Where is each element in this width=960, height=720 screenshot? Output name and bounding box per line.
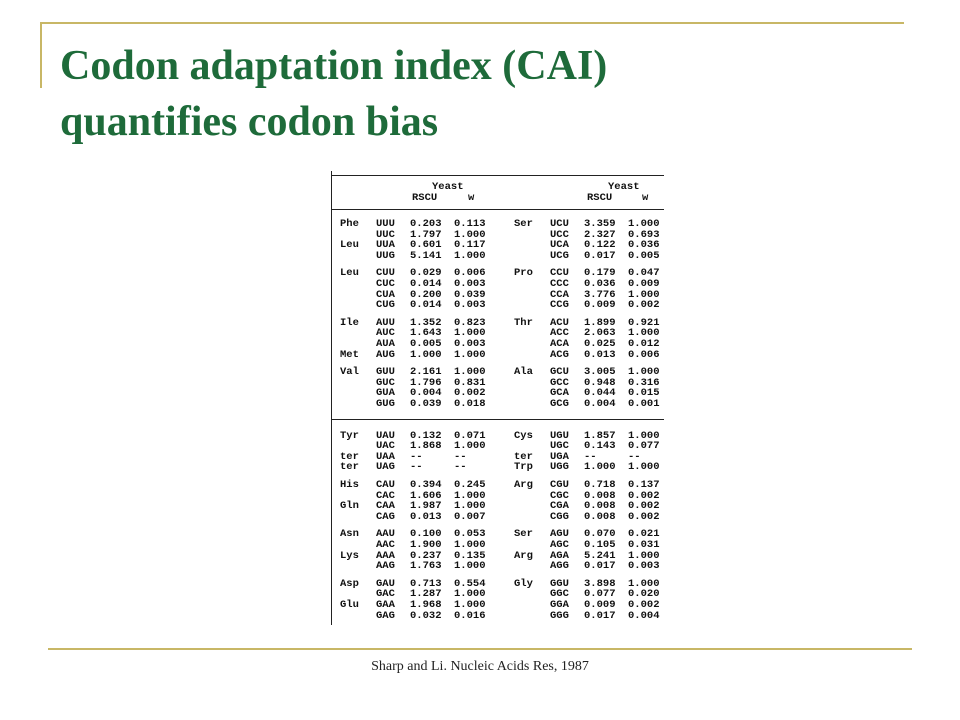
rscu-cell: 0.029 — [410, 267, 442, 280]
rscu-cell: 1.763 — [410, 560, 442, 573]
w-value-cell: 1.000 — [454, 500, 486, 513]
rscu-cell: 1.797 — [410, 228, 442, 241]
codon-cell: UUC — [376, 228, 395, 241]
codon-cell: AAG — [376, 560, 395, 573]
rscu-cell: 0.394 — [410, 479, 442, 491]
amino-acid-cell: ter — [340, 450, 359, 463]
w-value-cell: 0.021 — [628, 528, 660, 541]
right-header-w: w — [642, 192, 649, 204]
w-value-cell: 0.002 — [628, 299, 660, 312]
codon-cell: CAG — [376, 510, 395, 523]
amino-acid-cell: Ser — [514, 528, 533, 541]
table-row — [514, 399, 664, 410]
codon-cell: AUA — [376, 338, 395, 350]
citation: Sharp and Li. Nucleic Acids Res, 1987 — [371, 659, 589, 674]
w-value-cell: 0.004 — [628, 609, 660, 622]
codon-cell: UGU — [550, 429, 569, 442]
amino-acid-cell: Gln — [340, 500, 359, 513]
rscu-cell: 3.005 — [584, 366, 616, 379]
title-line-2: quantifies codon bias — [60, 99, 439, 145]
table-row — [514, 561, 664, 572]
rscu-cell: 0.070 — [584, 528, 616, 541]
codon-cell: GAU — [376, 577, 395, 590]
rscu-cell: 1.352 — [410, 316, 442, 329]
codon-cell: UAU — [376, 429, 395, 442]
codon-cell: AAU — [376, 528, 395, 541]
rscu-cell: 0.044 — [584, 387, 616, 400]
rscu-cell: 0.237 — [410, 549, 442, 562]
rscu-cell: 0.013 — [584, 348, 616, 361]
w-value-cell: 0.005 — [628, 249, 660, 262]
amino-acid-cell: Glu — [340, 599, 359, 611]
codon-cell: GGA — [550, 599, 569, 611]
w-value-cell: 1.000 — [628, 549, 660, 562]
codon-cell: ACA — [550, 338, 569, 350]
rscu-cell: 0.008 — [584, 500, 616, 513]
w-value-cell: 0.031 — [628, 539, 660, 551]
amino-acid-cell: Trp — [514, 461, 533, 474]
w-value-cell: 0.245 — [454, 479, 486, 491]
amino-acid-cell: His — [340, 479, 359, 491]
table-row — [514, 251, 664, 262]
rscu-cell: 3.359 — [584, 218, 616, 230]
left-header-rscu: RSCU — [412, 192, 438, 204]
w-value-cell: 0.012 — [628, 338, 660, 350]
w-value-cell: 0.831 — [454, 376, 486, 389]
rscu-cell: -- — [410, 461, 423, 474]
table-row — [340, 462, 506, 473]
rscu-cell: 1.606 — [410, 489, 442, 502]
codon-cell: AAA — [376, 549, 395, 562]
rscu-cell: 1.643 — [410, 327, 442, 340]
table-row — [340, 561, 506, 572]
rscu-cell: 0.077 — [584, 588, 616, 601]
codon-cell: CUA — [376, 288, 395, 301]
rscu-cell: 0.200 — [410, 288, 442, 301]
amino-acid-cell: Ile — [340, 316, 359, 329]
w-value-cell: 0.316 — [628, 376, 660, 389]
table-row — [514, 350, 664, 361]
w-value-cell: 0.002 — [628, 599, 660, 611]
w-value-cell: 0.693 — [628, 228, 660, 241]
table-row — [514, 300, 664, 311]
w-value-cell: 1.000 — [454, 489, 486, 502]
rscu-cell: 0.009 — [584, 599, 616, 611]
rscu-cell: 0.713 — [410, 577, 442, 590]
codon-cell: ACG — [550, 348, 569, 361]
codon-cell: AUU — [376, 316, 395, 329]
codon-cell: GGG — [550, 609, 569, 622]
left-header-w: w — [468, 192, 475, 204]
table-row — [514, 462, 664, 473]
w-value-cell: 0.053 — [454, 528, 486, 541]
rscu-cell: 0.105 — [584, 539, 616, 551]
codon-cell: GUA — [376, 387, 395, 400]
rscu-cell: 0.014 — [410, 278, 442, 290]
w-value-cell: 0.137 — [628, 479, 660, 491]
w-value-cell: 1.000 — [454, 588, 486, 601]
w-value-cell: 0.018 — [454, 398, 486, 410]
table-row — [340, 611, 506, 622]
w-value-cell: 1.000 — [628, 429, 660, 442]
codon-cell: UCG — [550, 249, 569, 262]
codon-cell: UCC — [550, 228, 569, 241]
codon-cell: GGU — [550, 577, 569, 590]
amino-acid-cell: Lys — [340, 549, 359, 562]
w-value-cell: 0.009 — [628, 278, 660, 290]
codon-cell: AUG — [376, 348, 395, 361]
rscu-cell: -- — [584, 450, 597, 463]
rscu-cell: 0.032 — [410, 609, 442, 622]
codon-cell: UUG — [376, 249, 395, 262]
table-row — [340, 251, 506, 262]
w-value-cell: 1.000 — [628, 461, 660, 474]
w-value-cell: 0.117 — [454, 239, 486, 252]
right-header-rscu: RSCU — [587, 192, 613, 204]
codon-cell: GGC — [550, 588, 569, 601]
rscu-cell: 5.141 — [410, 249, 442, 262]
rscu-cell: 2.063 — [584, 327, 616, 340]
rscu-cell: 0.025 — [584, 338, 616, 350]
amino-acid-cell: Ser — [514, 218, 533, 230]
rscu-cell: 1.968 — [410, 599, 442, 611]
rscu-cell: 0.017 — [584, 560, 616, 573]
rscu-cell: -- — [410, 450, 423, 463]
codon-cell: UAC — [376, 440, 395, 453]
w-value-cell: -- — [454, 450, 467, 463]
codon-cell: AGC — [550, 539, 569, 551]
table-row — [514, 611, 664, 622]
w-value-cell: 1.000 — [454, 539, 486, 551]
codon-cell: UUU — [376, 218, 395, 230]
table-top-rule — [332, 175, 664, 176]
rscu-cell: 0.143 — [584, 440, 616, 453]
w-value-cell: 0.039 — [454, 288, 486, 301]
codon-cell: CGC — [550, 489, 569, 502]
top-border-line — [40, 22, 904, 24]
amino-acid-cell: Thr — [514, 316, 533, 329]
codon-cell: GUC — [376, 376, 395, 389]
w-value-cell: 0.823 — [454, 316, 486, 329]
table-row — [340, 452, 506, 463]
w-value-cell: 0.015 — [628, 387, 660, 400]
w-value-cell: 1.000 — [454, 228, 486, 241]
rscu-cell: 1.000 — [584, 461, 616, 474]
codon-cell: CCA — [550, 288, 569, 301]
codon-cell: UAA — [376, 450, 395, 463]
rscu-cell: 0.008 — [584, 489, 616, 502]
codon-cell: UCA — [550, 239, 569, 252]
codon-cell: ACU — [550, 316, 569, 329]
rscu-cell: 0.004 — [584, 398, 616, 410]
w-value-cell: 0.003 — [454, 278, 486, 290]
codon-cell: GAG — [376, 609, 395, 622]
amino-acid-cell: Ala — [514, 366, 533, 379]
rscu-cell: 3.776 — [584, 288, 616, 301]
codon-cell: GCG — [550, 398, 569, 410]
rscu-cell: 0.017 — [584, 249, 616, 262]
w-value-cell: 0.921 — [628, 316, 660, 329]
codon-cell: CUG — [376, 299, 395, 312]
w-value-cell: 0.003 — [454, 299, 486, 312]
w-value-cell: 1.000 — [628, 327, 660, 340]
codon-cell: UGG — [550, 461, 569, 474]
codon-cell: CCC — [550, 278, 569, 290]
w-value-cell: 0.003 — [454, 338, 486, 350]
amino-acid-cell: Asn — [340, 528, 359, 541]
rscu-cell: 1.899 — [584, 316, 616, 329]
rscu-cell: 1.287 — [410, 588, 442, 601]
codon-cell: AUC — [376, 327, 395, 340]
w-value-cell: 1.000 — [628, 366, 660, 379]
w-value-cell: 0.020 — [628, 588, 660, 601]
w-value-cell: 0.554 — [454, 577, 486, 590]
w-value-cell: 0.036 — [628, 239, 660, 252]
rscu-cell: 1.857 — [584, 429, 616, 442]
rscu-cell: 1.796 — [410, 376, 442, 389]
w-value-cell: 0.135 — [454, 549, 486, 562]
amino-acid-cell: Arg — [514, 479, 533, 491]
rscu-cell: 0.009 — [584, 299, 616, 312]
codon-cell: GCC — [550, 376, 569, 389]
amino-acid-cell: Tyr — [340, 429, 359, 442]
w-value-cell: -- — [628, 450, 641, 463]
w-value-cell: 0.006 — [454, 267, 486, 280]
left-border-line — [40, 22, 42, 88]
codon-cell: GAC — [376, 588, 395, 601]
codon-cell: CAC — [376, 489, 395, 502]
left-header-organism: Yeast — [432, 181, 464, 193]
w-value-cell: -- — [454, 461, 467, 474]
amino-acid-cell: Leu — [340, 267, 359, 280]
w-value-cell: 0.077 — [628, 440, 660, 453]
rscu-cell: 1.868 — [410, 440, 442, 453]
amino-acid-cell: Phe — [340, 218, 359, 230]
amino-acid-cell: Gly — [514, 577, 533, 590]
codon-cell: GUG — [376, 398, 395, 410]
rscu-cell: 0.004 — [410, 387, 442, 400]
codon-cell: UGC — [550, 440, 569, 453]
codon-cell: AGG — [550, 560, 569, 573]
w-value-cell: 1.000 — [628, 577, 660, 590]
title-line-1: Codon adaptation index (CAI) — [60, 43, 608, 89]
rscu-cell: 0.948 — [584, 376, 616, 389]
rscu-cell: 2.327 — [584, 228, 616, 241]
codon-cell: CUU — [376, 267, 395, 280]
rscu-cell: 5.241 — [584, 549, 616, 562]
codon-cell: UAG — [376, 461, 395, 474]
w-value-cell: 0.002 — [628, 500, 660, 513]
bottom-border-line — [48, 648, 912, 650]
rscu-cell: 0.036 — [584, 278, 616, 290]
w-value-cell: 1.000 — [454, 327, 486, 340]
rscu-cell: 0.039 — [410, 398, 442, 410]
codon-cell: CGG — [550, 510, 569, 523]
amino-acid-cell: ter — [514, 450, 533, 463]
codon-cell: GCA — [550, 387, 569, 400]
amino-acid-cell: Met — [340, 348, 359, 361]
table-row — [340, 300, 506, 311]
rscu-cell: 1.900 — [410, 539, 442, 551]
rscu-cell: 0.005 — [410, 338, 442, 350]
table-row — [514, 512, 664, 523]
rscu-cell: 0.100 — [410, 528, 442, 541]
table-middle-rule — [332, 419, 664, 420]
w-value-cell: 1.000 — [454, 560, 486, 573]
rscu-cell: 3.898 — [584, 577, 616, 590]
w-value-cell: 0.016 — [454, 609, 486, 622]
codon-cell: AAC — [376, 539, 395, 551]
codon-cell: CUC — [376, 278, 395, 290]
rscu-cell: 0.008 — [584, 510, 616, 523]
rscu-cell: 0.601 — [410, 239, 442, 252]
right-header-organism: Yeast — [608, 181, 640, 193]
rscu-cell: 0.132 — [410, 429, 442, 442]
codon-cell: GUU — [376, 366, 395, 379]
w-value-cell: 1.000 — [628, 218, 660, 230]
table-row — [340, 512, 506, 523]
codon-cell: GAA — [376, 599, 395, 611]
w-value-cell: 0.002 — [454, 387, 486, 400]
w-value-cell: 0.047 — [628, 267, 660, 280]
codon-usage-table-image — [331, 171, 664, 625]
w-value-cell: 0.002 — [628, 510, 660, 523]
rscu-cell: 0.203 — [410, 218, 442, 230]
amino-acid-cell: ter — [340, 461, 359, 474]
amino-acid-cell: Arg — [514, 549, 533, 562]
w-value-cell: 0.071 — [454, 429, 486, 442]
rscu-cell: 1.987 — [410, 500, 442, 513]
codon-cell: CCU — [550, 267, 569, 280]
codon-cell: CGU — [550, 479, 569, 491]
rscu-cell: 2.161 — [410, 366, 442, 379]
codon-cell: GCU — [550, 366, 569, 379]
codon-cell: ACC — [550, 327, 569, 340]
codon-cell: UCU — [550, 218, 569, 230]
table-header-rule — [332, 209, 664, 210]
w-value-cell: 1.000 — [454, 366, 486, 379]
codon-cell: AGA — [550, 549, 569, 562]
rscu-cell: 1.000 — [410, 348, 442, 361]
rscu-cell: 0.718 — [584, 479, 616, 491]
codon-cell: UUA — [376, 239, 395, 252]
table-row — [340, 350, 506, 361]
codon-cell: CCG — [550, 299, 569, 312]
amino-acid-cell: Asp — [340, 577, 359, 590]
w-value-cell: 1.000 — [454, 348, 486, 361]
table-row — [340, 441, 506, 452]
codon-cell: CAU — [376, 479, 395, 491]
rscu-cell: 0.017 — [584, 609, 616, 622]
w-value-cell: 1.000 — [628, 288, 660, 301]
amino-acid-cell: Cys — [514, 429, 533, 442]
rscu-cell: 0.179 — [584, 267, 616, 280]
w-value-cell: 1.000 — [454, 440, 486, 453]
w-value-cell: 0.113 — [454, 218, 486, 230]
amino-acid-cell: Leu — [340, 239, 359, 252]
w-value-cell: 1.000 — [454, 249, 486, 262]
codon-cell: CAA — [376, 500, 395, 513]
w-value-cell: 0.002 — [628, 489, 660, 502]
w-value-cell: 0.006 — [628, 348, 660, 361]
amino-acid-cell: Pro — [514, 267, 533, 280]
codon-cell: CGA — [550, 500, 569, 513]
amino-acid-cell: Val — [340, 366, 359, 379]
rscu-cell: 0.122 — [584, 239, 616, 252]
rscu-cell: 0.013 — [410, 510, 442, 523]
w-value-cell: 0.007 — [454, 510, 486, 523]
table-row — [340, 399, 506, 410]
slide-title — [60, 38, 920, 150]
w-value-cell: 0.001 — [628, 398, 660, 410]
w-value-cell: 0.003 — [628, 560, 660, 573]
codon-cell: AGU — [550, 528, 569, 541]
rscu-cell: 0.014 — [410, 299, 442, 312]
w-value-cell: 1.000 — [454, 599, 486, 611]
codon-cell: UGA — [550, 450, 569, 463]
